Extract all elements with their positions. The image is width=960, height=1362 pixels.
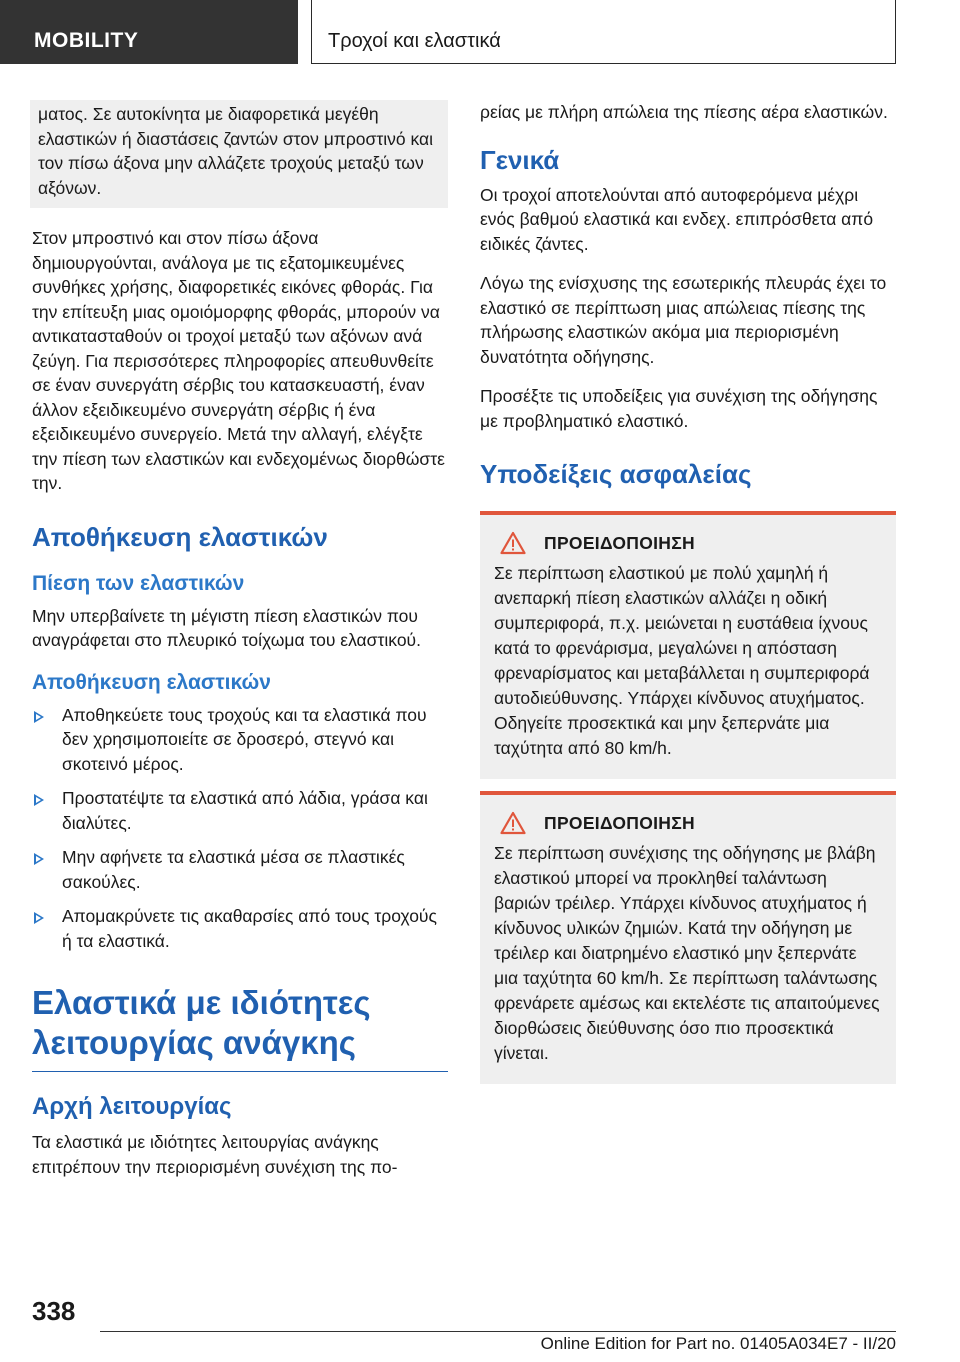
general-paragraph-1: Οι τροχοί αποτελούνται από αυτοφερόμενα μέχρι ενός βαθμού ελαστικά και ενδεχ. επιπρόσθετα από ειδικές ζάντες. [480,184,874,254]
bullet-triangle-icon [34,912,44,924]
general-paragraph-3: Προσέξτε τις υποδείξεις για συνέχιση της οδήγησης με προβληματικό ελαστικό. [480,386,878,431]
bullet-triangle-icon [34,711,44,723]
warning-triangle-icon [500,531,526,555]
bullet-triangle-icon [34,853,44,865]
warning-title: ΠΡΟΕΙΔΟΠΟΙΗΣΗ [544,812,695,833]
heading-tire-storage: Αποθήκευση ελαστικών [32,521,328,552]
heading-runflat-line2: λειτουργίας ανάγκης [32,1024,356,1061]
header-section-tab: MOBILITY [0,0,298,64]
list-item [32,786,448,835]
heading-runflat-line1: Ελαστικά με ιδιότητες [32,984,371,1021]
list-item-text: Μην αφήνετε τα ελαστικά μέσα σε πλαστικές σακούλες. [62,847,405,892]
continuation-paragraph: ρείας με πλήρη απώλεια της πίεσης αέρα ελαστικών. [480,102,888,122]
warning-header [494,531,882,555]
page-number: 338 [32,1296,76,1326]
pressure-paragraph: Μην υπερβαίνετε τη μέγιστη πίεση ελαστικών που αναγράφεται στο πλευρικό τοίχωμα του ελαστικού. [32,605,421,650]
right-column [480,100,896,1096]
principle-paragraph: Τα ελαστικά με ιδιότητες λειτουργίας ανάγκης επιτρέπουν την περιορισμένη συνέχιση της πο- [32,1132,398,1177]
heading-runflat-tires [32,983,448,1072]
list-item [32,904,448,953]
warning-box-2 [480,791,896,1084]
general-paragraph-2: Λόγω της ενίσχυσης της εσωτερικής πλευράς έχει το ελαστικό σε περίπτωση μιας απώλειας πίεσης της πλήρωσης ελαστικών ακόμα μια περιορισμένη δυνατότητα οδήγησης. [480,273,887,367]
warning-title: ΠΡΟΕΙΔΟΠΟΙΗΣΗ [544,532,695,553]
list-item-text: Απομακρύνετε τις ακαθαρσίες από τους τροχούς ή τα ελαστικά. [62,906,437,951]
footer-edition: Online Edition for Part no. 01405A034E7 - II/20 [540,1334,896,1353]
bullet-triangle-icon [34,794,44,806]
list-item [32,845,448,894]
subheading-tire-pressure: Πίεση των ελαστικών [32,571,245,595]
intro-note-box [30,100,448,208]
footer-divider [100,1331,896,1332]
list-item-text: Προστατέψτε τα ελαστικά από λάδια, γράσα και διαλύτες. [62,788,428,833]
header-chapter-title: Τροχοί και ελαστικά [311,0,896,64]
list-item-text: Αποθηκεύετε τους τροχούς και τα ελαστικά που δεν χρησιμοποιείτε σε δροσερό, στεγνό και σκοτεινό μέρος. [62,704,427,774]
warning-triangle-icon [500,811,526,835]
rotation-paragraph: Στον μπροστινό και στον πίσω άξονα δημιουργούνται, ανάλογα με τις εξατομικευμένες συνθήκες χρήσης, διαφορετικές εικόνες φθοράς. Για την επίτευξη μιας ομοιόμορφης φθοράς, μπορούν να αντικατασταθούν οι τροχοί μεταξύ των αξόνων ανά ζεύγη. Για περισσότερες πληροφορίες απευθυνθείτε σε έναν συνεργάτη σέρβις του κατασκευαστή, έναν άλλον εξειδικευμένο συνεργάτη σέρβις ή ένα εξειδικευμένο συνεργείο. Μετά την αλλαγή, ελέγξτε την πίεση των ελαστικών και ενδεχομένως διορθώστε την. [32,228,445,493]
warning-header [494,811,882,835]
subheading-storage: Αποθήκευση ελαστικών [32,670,271,694]
left-column [32,100,448,1179]
intro-note-text: ματος. Σε αυτοκίνητα με διαφορετικά μεγέθη ελαστικών ή διαστάσεις ζαντών στον μπροστινό και τον πίσω άξονα μην αλλάζετε τροχούς μεταξύ των αξόνων. [38,104,434,198]
heading-operating-principle: Αρχή λειτουργίας [32,1093,232,1120]
warning-text: Σε περίπτωση συνέχισης της οδήγησης με βλάβη ελαστικού μπορεί να προκληθεί ταλάντωση βαριών τρέιλερ. Υπάρχει κίνδυνος ατυχήματος ή κίνδυνος υλικών ζημιών. Κατά την οδήγηση με τρέιλερ και διατρημένο ελαστικό μην ξεπερνάτε μια ταχύτητα 60 km/h. Σε περίπτωση ταλάντωσης φρενάρετε αμέσως και εκτελέστε τις απαιτούμενες διορθώσεις διεύθυνσης όσο πιο προσεκτικά γίνεται. [494,843,880,1063]
warning-box-1 [480,511,896,779]
heading-safety-notes: Υποδείξεις ασφαλείας [480,459,752,489]
warning-text: Σε περίπτωση ελαστικού με πολύ χαμηλή ή ανεπαρκή πίεση ελαστικών αλλάζει η οδική συμπεριφορά, π.χ. μειώνεται η ευστάθεια ίχνους κατά το φρενάρισμα, μεγαλώνει η απόσταση φρεναρίσματος και μεταβάλλεται η συμπεριφορά αυτοδιεύθυνσης. Υπάρχει κίνδυνος ατυχήματος. Οδηγείτε προσεκτικά και μην ξεπερνάτε μια ταχύτητα από 80 km/h. [494,563,870,758]
list-item [32,703,448,777]
storage-list [32,703,448,954]
heading-general: Γενικά [480,144,560,175]
